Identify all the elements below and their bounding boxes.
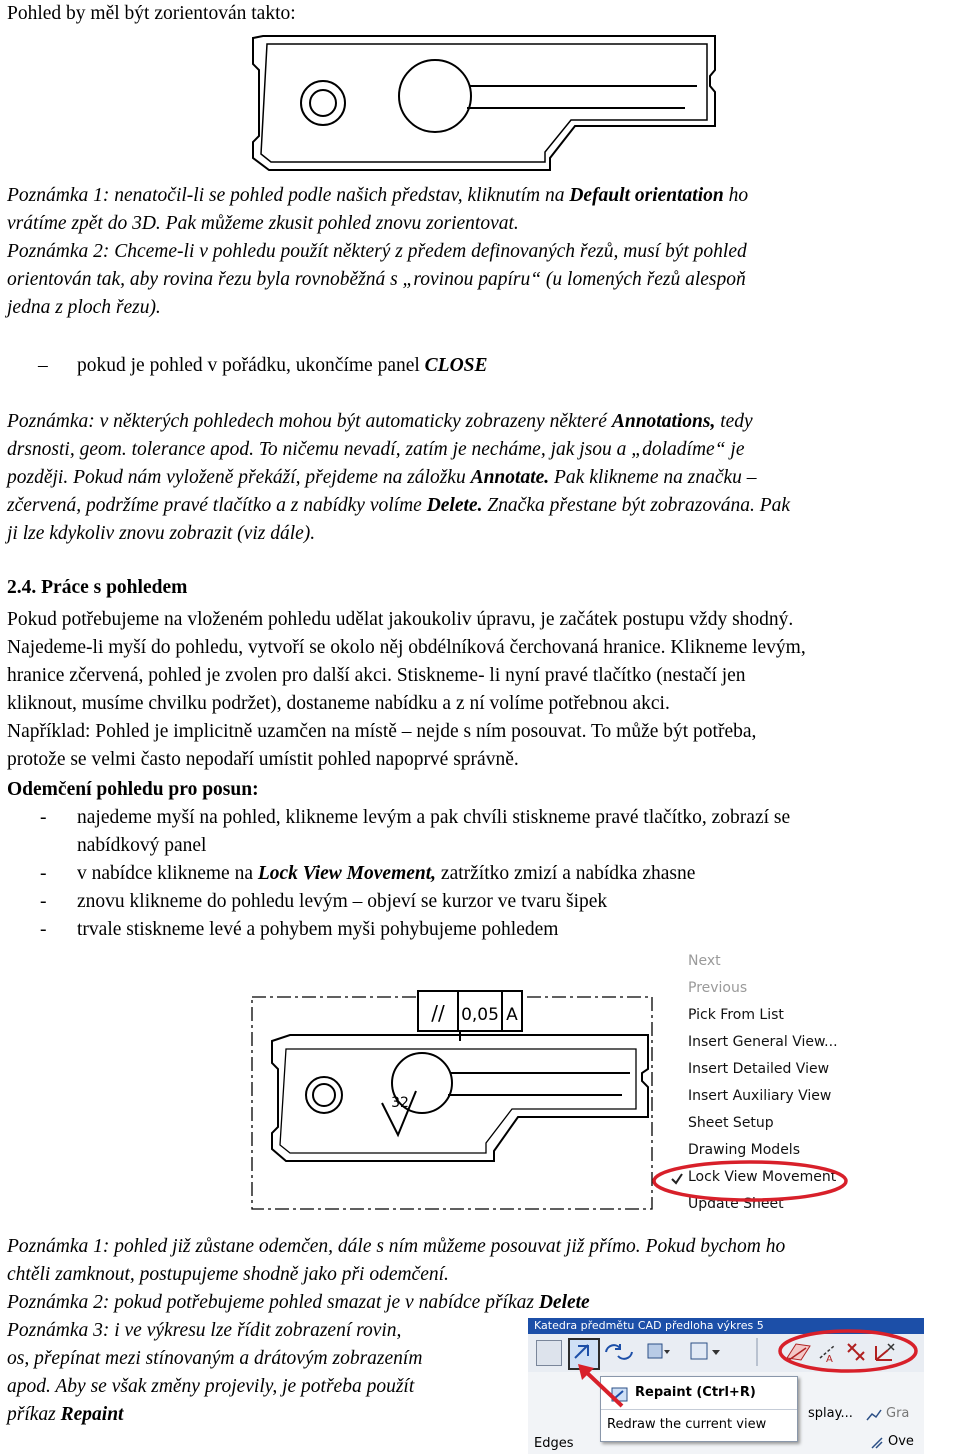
unlock-item-text: v nabídce klikneme na Lock View Movement, zatržítko zmizí a nabídka zhasne	[77, 863, 696, 884]
menu-item-pick-from-list[interactable]: Pick From List	[688, 1007, 784, 1023]
unlock-item-text: trvale stiskneme levé a pohybem myši pohybujeme pohledem	[77, 919, 559, 940]
body-line-6: protože se velmi často nepodaří umístit pohled napoprvé správně.	[7, 749, 519, 770]
body-line-5: Například: Pohled je implicitně uzamčen na místě – nejde s ním posouvat. To může být potřeba,	[7, 721, 757, 742]
roughness-value: 32	[391, 1095, 409, 1111]
orientation-title: Pohled by měl být zorientován takto:	[7, 3, 296, 24]
note-1-line-2: vrátíme zpět do 3D. Pak můžeme zkusit pohled znovu zorientovat.	[7, 213, 519, 234]
redraw-label: Redraw the current view	[607, 1417, 767, 1432]
note-2-line-3: jedna z ploch řezu).	[7, 297, 161, 318]
annotated-part-drawing	[250, 985, 655, 1215]
note-after-3-line-2: os, přepínat mezi stínovaným a drátovým zobrazením	[7, 1348, 423, 1369]
menu-item-insert-detailed-view[interactable]: Insert Detailed View	[688, 1061, 830, 1077]
menu-item-previous[interactable]: Previous	[688, 980, 748, 996]
part-orientation-drawing	[245, 30, 725, 180]
highlight-ellipse	[650, 1157, 850, 1205]
unlock-item-text: znovu klikneme do pohledu levým – objeví se kurzor ve tvaru šipek	[77, 891, 608, 912]
overlay-icon[interactable]	[870, 1432, 884, 1446]
ove-label[interactable]: Ove	[888, 1434, 914, 1449]
note-2-line-2: orientován tak, aby rovina řezu byla rovnoběžná s „rovinou papíru“ (u lomených řezů alespoň	[7, 269, 746, 290]
tolerance-value: 0,05	[461, 1005, 499, 1025]
body-line-2: Najedeme-li myší do pohledu, vytvoří se okolo něj obdélníková čerchovaná hranice. Klikneme levým,	[7, 637, 806, 658]
annot-note-line-5: ji lze kdykoliv znovu zobrazit (viz dále).	[7, 523, 316, 544]
window-title-bar: Katedra předmětu CAD předloha výkres 5	[528, 1318, 924, 1334]
menu-item-drawing-models[interactable]: Drawing Models	[688, 1142, 800, 1158]
menu-item-insert-auxiliary-view[interactable]: Insert Auxiliary View	[688, 1088, 832, 1104]
graph-icon[interactable]	[866, 1404, 882, 1418]
note-after-1-line-1: Poznámka 1: pohled již zůstane odemčen, dále s ním můžeme posouvat již přímo. Pokud bychom ho	[7, 1236, 786, 1257]
close-bullet-text: pokud je pohled v pořádku, ukončíme panel CLOSE	[77, 355, 488, 376]
note-after-3-line-3: apod. Aby se však změny projevily, je potřeba použít	[7, 1376, 415, 1397]
red-arrow-icon	[574, 1362, 634, 1412]
unlock-heading: Odemčení pohledu pro posun:	[7, 779, 259, 800]
body-line-3: hranice zčervená, pohled je zvolen pro další akci. Stiskneme- li nyní pravé tlačítko (nestačí jen	[7, 665, 746, 686]
unlock-item-text: nabídkový panel	[77, 835, 207, 856]
note-after-2: Poznámka 2: pokud potřebujeme pohled smazat je v nabídce příkaz Delete	[7, 1292, 590, 1313]
annot-note-line-2: drsnosti, geom. tolerance apod. To ničemu nevadí, zatím je necháme, jak jsou a „doladíme“ je	[7, 439, 745, 460]
annot-note-line-3: později. Pokud nám vyloženě překáží, přejdeme na záložku Annotate. Pak klikneme na značku –	[7, 467, 757, 488]
unlock-item-dash: -	[40, 891, 47, 912]
body-line-4: kliknout, musíme chvilku podržet), dostaneme nabídku a z ní volíme potřebnou akci.	[7, 693, 670, 714]
menu-item-update-sheet[interactable]: Update Sheet	[688, 1196, 784, 1212]
section-heading: 2.4. Práce s pohledem	[7, 577, 188, 598]
menu-item-insert-general-view[interactable]: Insert General View...	[688, 1034, 838, 1050]
menu-item-sheet-setup[interactable]: Sheet Setup	[688, 1115, 774, 1131]
unlock-item-dash: -	[40, 807, 47, 828]
zoom-icon[interactable]	[646, 1342, 672, 1362]
unlock-item-dash: -	[40, 919, 47, 940]
tolerance-datum: A	[506, 1005, 518, 1025]
note-2-line-1: Poznámka 2: Chceme-li v pohledu použít některý z předem definovaných řezů, musí být pohled	[7, 241, 747, 262]
repaint-label: Repaint (Ctrl+R)	[635, 1385, 756, 1400]
toolbar-screenshot	[528, 1318, 924, 1454]
edges-label[interactable]: Edges	[534, 1436, 574, 1451]
annot-note-line-1: Poznámka: v některých pohledech mohou být automaticky zobrazeny některé Annotations, tedy	[7, 411, 753, 432]
checkbox-icon[interactable]	[536, 1340, 562, 1366]
refresh-arrows-icon[interactable]	[602, 1342, 636, 1362]
note-after-1-line-2: chtěli zamknout, postupujeme shodně jako při odemčení.	[7, 1264, 449, 1285]
svg-text:A: A	[826, 1354, 833, 1364]
highlight-ellipse	[776, 1326, 924, 1376]
note-after-3-line-1: Poznámka 3: i ve výkresu lze řídit zobrazení rovin,	[7, 1320, 402, 1341]
unlock-item-text: najedeme myší na pohled, klikneme levým a pak chvíli stiskneme pravé tlačítko, zobrazí se	[77, 807, 791, 828]
body-line-1: Pokud potřebujeme na vloženém pohledu udělat jakoukoliv úpravu, je začátek postupu vždy shodný.	[7, 609, 794, 630]
note-after-3-line-4: příkaz Repaint	[7, 1404, 124, 1425]
unlock-item-dash: -	[40, 863, 47, 884]
annot-note-line-4: zčervená, podržíme pravé tlačítko a z nabídky volíme Delete. Značka přestane být zobrazována. Pak	[7, 495, 791, 516]
close-bullet-dash: –	[38, 355, 48, 376]
menu-item-lock-view-movement[interactable]: Lock View Movement	[688, 1169, 837, 1185]
display-label[interactable]: splay...	[808, 1406, 853, 1421]
menu-item-next[interactable]: Next	[688, 953, 721, 969]
tolerance-symbol: //	[431, 1001, 445, 1025]
context-menu	[656, 945, 868, 1225]
display-style-icon[interactable]	[688, 1340, 722, 1364]
toolbar-divider	[756, 1338, 758, 1366]
note-1-line-1: Poznámka 1: nenatočil-li se pohled podle našich představ, kliknutím na Default orientation ho	[7, 185, 749, 206]
gra-label[interactable]: Gra	[886, 1406, 910, 1421]
